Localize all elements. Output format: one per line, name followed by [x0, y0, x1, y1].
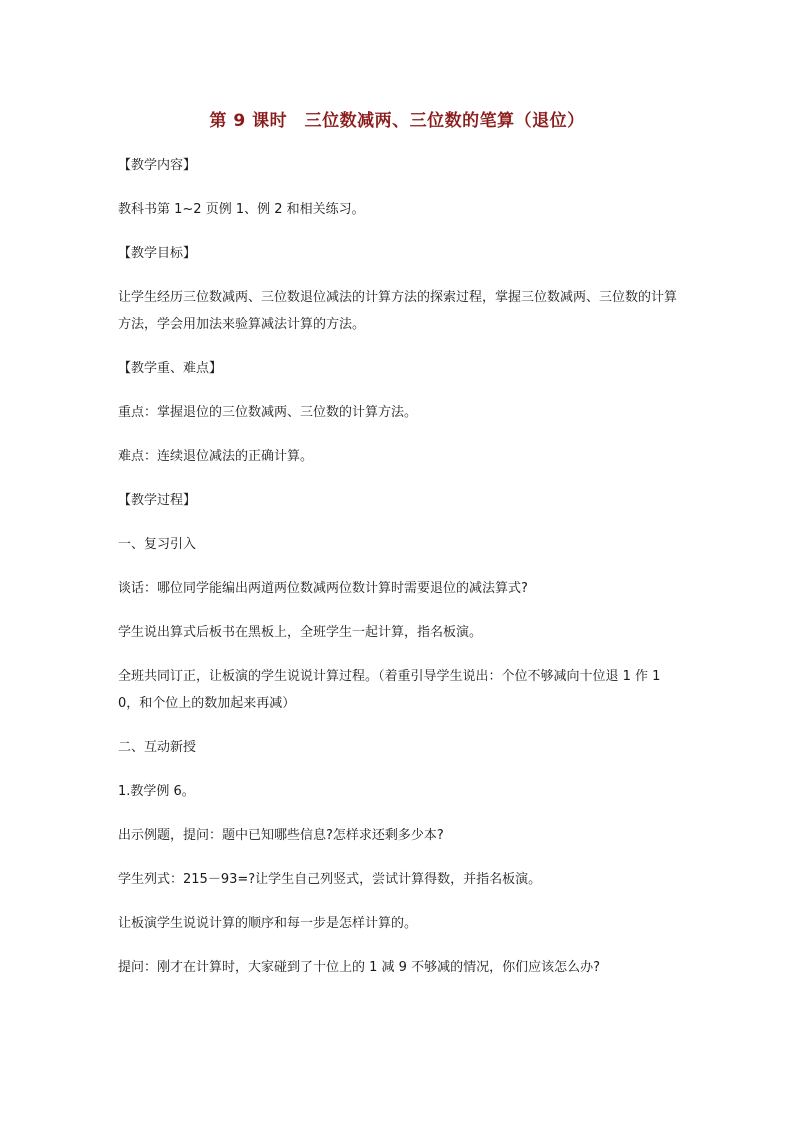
paragraph-difficulty: 难点：连续退位减法的正确计算。 — [118, 449, 314, 464]
paragraph-goals: 让学生经历三位数减两、三位数退位减法的计算方法的探索过程，掌握三位数减两、三位数的计算方法，学会用加法来验算减法计算的方法。 — [118, 290, 678, 332]
paragraph-content: 教科书第 1~2 页例 1、例 2 和相关练习。 — [118, 202, 365, 217]
section-heading-goals: 【教学目标】 — [118, 246, 197, 261]
paragraph-order: 让板演学生说说计算的顺序和每一步是怎样计算的。 — [118, 916, 418, 931]
paragraph-talk: 谈话：哪位同学能编出两道两位数减两位数计算时需要退位的减法算式? — [118, 581, 528, 596]
paragraph-formula: 学生列式：215－93=?让学生自己列竖式，尝试计算得数，并指名板演。 — [118, 872, 542, 887]
paragraph-board: 学生说出算式后板书在黑板上，全班学生一起计算，指名板演。 — [118, 625, 483, 640]
document-body — [118, 152, 678, 998]
section-heading-content: 【教学内容】 — [118, 158, 197, 173]
subheading-new-lesson: 二、互动新授 — [118, 740, 197, 755]
paragraph-correct: 全班共同订正，让板演的学生说说计算过程。（着重引导学生说出：个位不够减向十位退 1 作 10，和个位上的数加起来再减） — [118, 669, 661, 711]
paragraph-key-point: 重点：掌握退位的三位数减两、三位数的计算方法。 — [118, 405, 418, 420]
paragraph-example: 1.教学例 6。 — [118, 784, 195, 799]
document-title: 第 9 课时 三位数减两、三位数的笔算（退位） — [209, 111, 585, 131]
section-heading-process: 【教学过程】 — [118, 493, 197, 508]
section-heading-key-points: 【教学重、难点】 — [118, 361, 223, 376]
paragraph-question: 出示例题，提问：题中已知哪些信息?怎样求还剩多少本? — [118, 828, 444, 843]
paragraph-ask: 提问：刚才在计算时，大家碰到了十位上的 1 减 9 不够减的情况，你们应该怎么办? — [118, 960, 600, 975]
subheading-review: 一、复习引入 — [118, 537, 197, 552]
